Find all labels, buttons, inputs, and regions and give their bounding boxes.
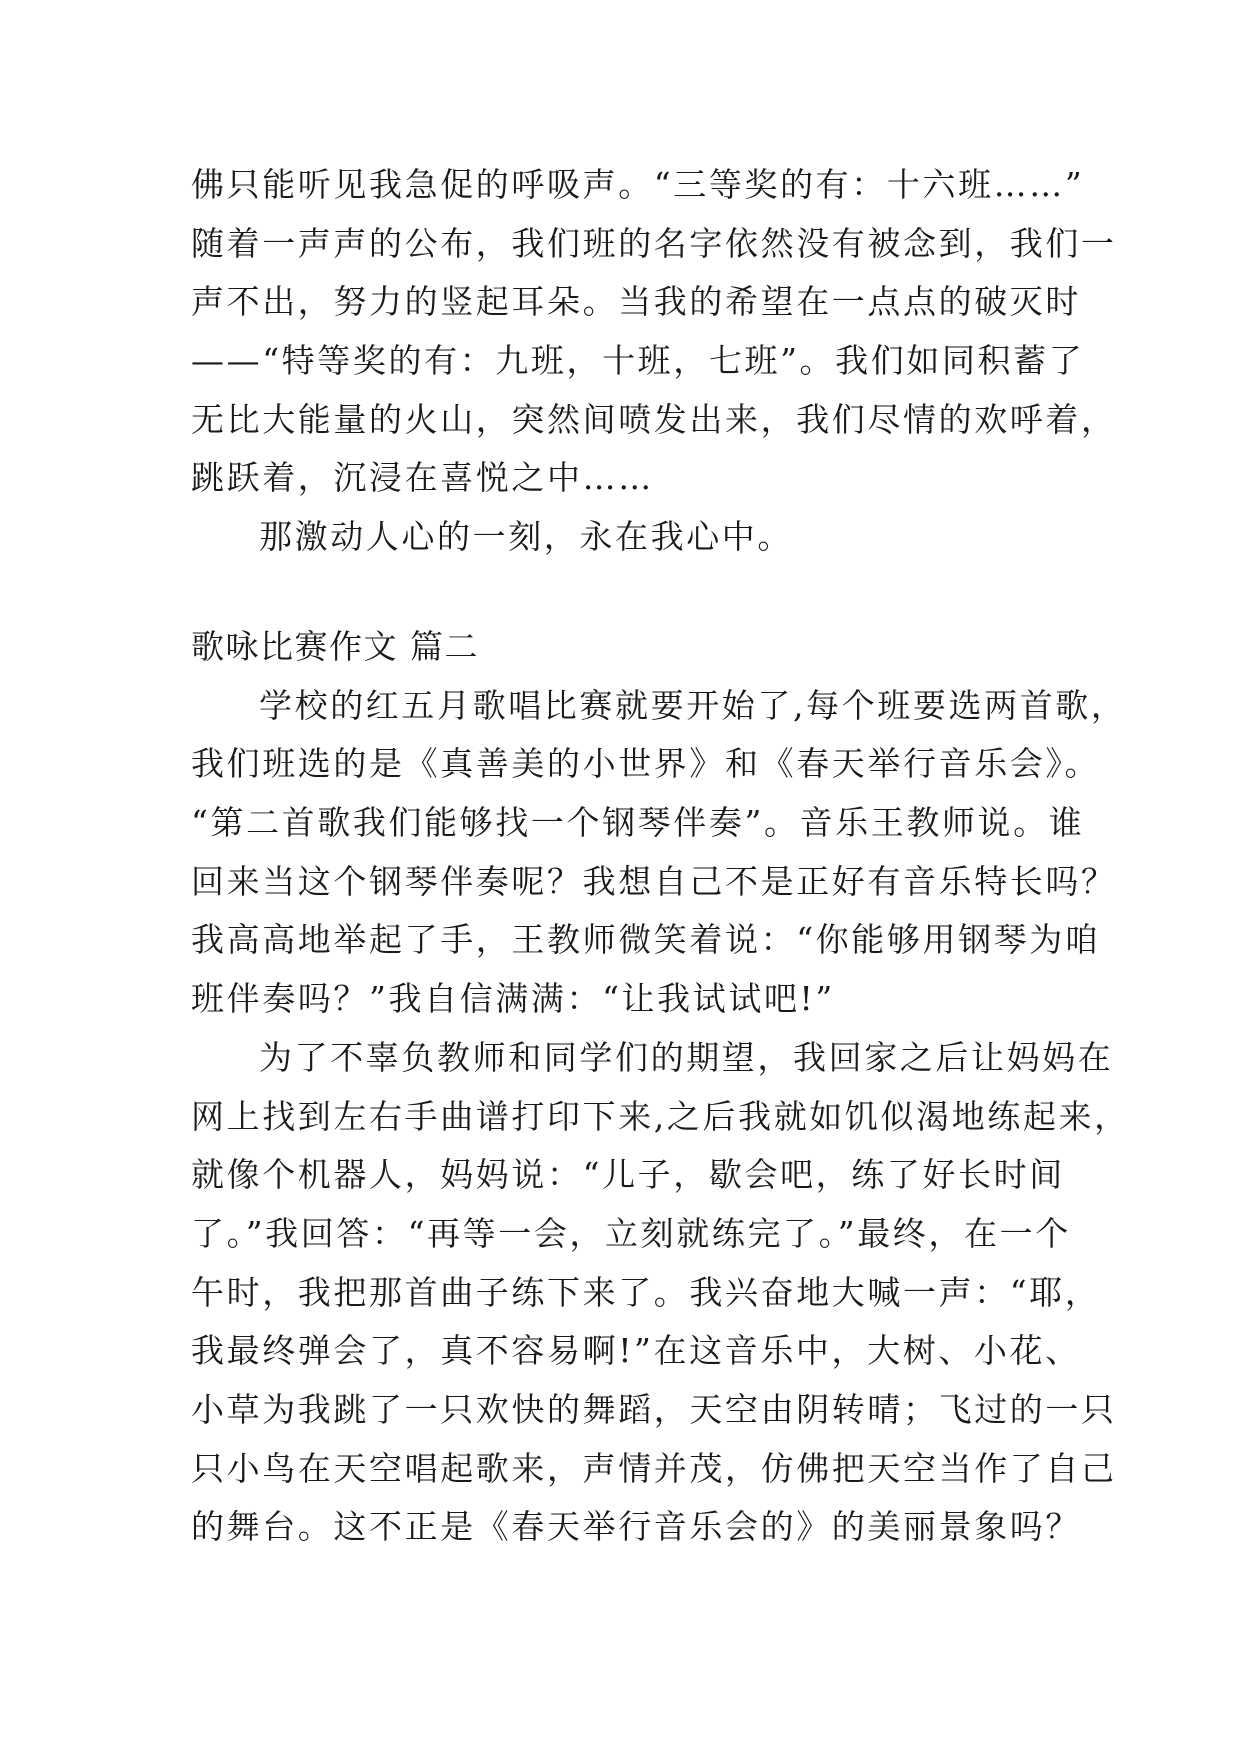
section-title: 歌咏比赛作文 篇二 — [191, 627, 479, 666]
paragraph-line: 随着一声声的公布，我们班的名字依然没有被念到，我们一 — [191, 223, 1117, 263]
paragraph-line: 学校的红五月歌唱比赛就要开始了,每个班要选两首歌， — [259, 685, 1127, 725]
paragraph-line: 为了不辜负教师和同学们的期望，我回家之后让妈妈在 — [259, 1037, 1114, 1077]
paragraph-line: 小草为我跳了一只欢快的舞蹈，天空由阴转晴；飞过的一只 — [191, 1389, 1117, 1429]
paragraph-line: 午时，我把那首曲子练下来了。我兴奋地大喊一声：“耶， — [191, 1272, 1101, 1312]
paragraph-2 — [191, 677, 1127, 1029]
paragraph-line: 我们班选的是《真善美的小世界》和《春天举行音乐会》。 — [191, 744, 1101, 784]
paragraph-line: ——“特等奖的有：九班，十班，七班”。我们如同积蓄了 — [191, 341, 1085, 381]
paragraph-line: 的舞台。这不正是《春天举行音乐会的》的美丽景象吗？ — [191, 1507, 1081, 1547]
paragraph-line: 我最终弹会了，真不容易啊!”在这音乐中，大树、小花、 — [191, 1331, 1081, 1371]
paragraph-line: 跳跃着，沉浸在喜悦之中…… — [191, 458, 654, 498]
paragraph-line: 班伴奏吗？”我自信满满：“让我试试吧!” — [191, 979, 835, 1019]
paragraph-line: 无比大能量的火山，突然间喷发出来，我们尽情的欢呼着， — [191, 399, 1117, 439]
paragraph-line: 了。”我回答：“再等一会，立刻就练完了。”最终，在一个 — [191, 1213, 1071, 1253]
paragraph-continued — [191, 156, 1117, 508]
paragraph-line: 我高高地举起了手，王教师微笑着说：“你能够用钢琴为咱 — [191, 920, 1101, 960]
paragraph-line: 网上找到左右手曲谱打印下来,之后我就如饥似渴地练起来， — [191, 1096, 1130, 1136]
paragraph-line: 就像个机器人，妈妈说：“儿子，歇会吧，练了好长时间 — [191, 1155, 1065, 1195]
text-block-section-two — [191, 618, 1130, 1557]
paragraph-line: 回来当这个钢琴伴奏呢？我想自己不是正好有音乐特长吗？ — [191, 861, 1117, 901]
paragraph-line: 佛只能听见我急促的呼吸声。“三等奖的有：十六班……” — [191, 165, 1085, 204]
paragraph-line: 声不出，努力的竖起耳朵。当我的希望在一点点的破灭时 — [191, 282, 1081, 322]
paragraph-3 — [191, 1029, 1130, 1557]
paragraph-closing: 那激动人心的一刻，永在我心中。 — [259, 517, 793, 557]
paragraph-line: “第二首歌我们能够找一个钢琴伴奏”。音乐王教师说。谁 — [191, 803, 1085, 843]
text-block-top — [191, 156, 1117, 567]
paragraph-line: 只小鸟在天空唱起歌来，声情并茂，仿佛把天空当作了自己 — [191, 1448, 1117, 1488]
